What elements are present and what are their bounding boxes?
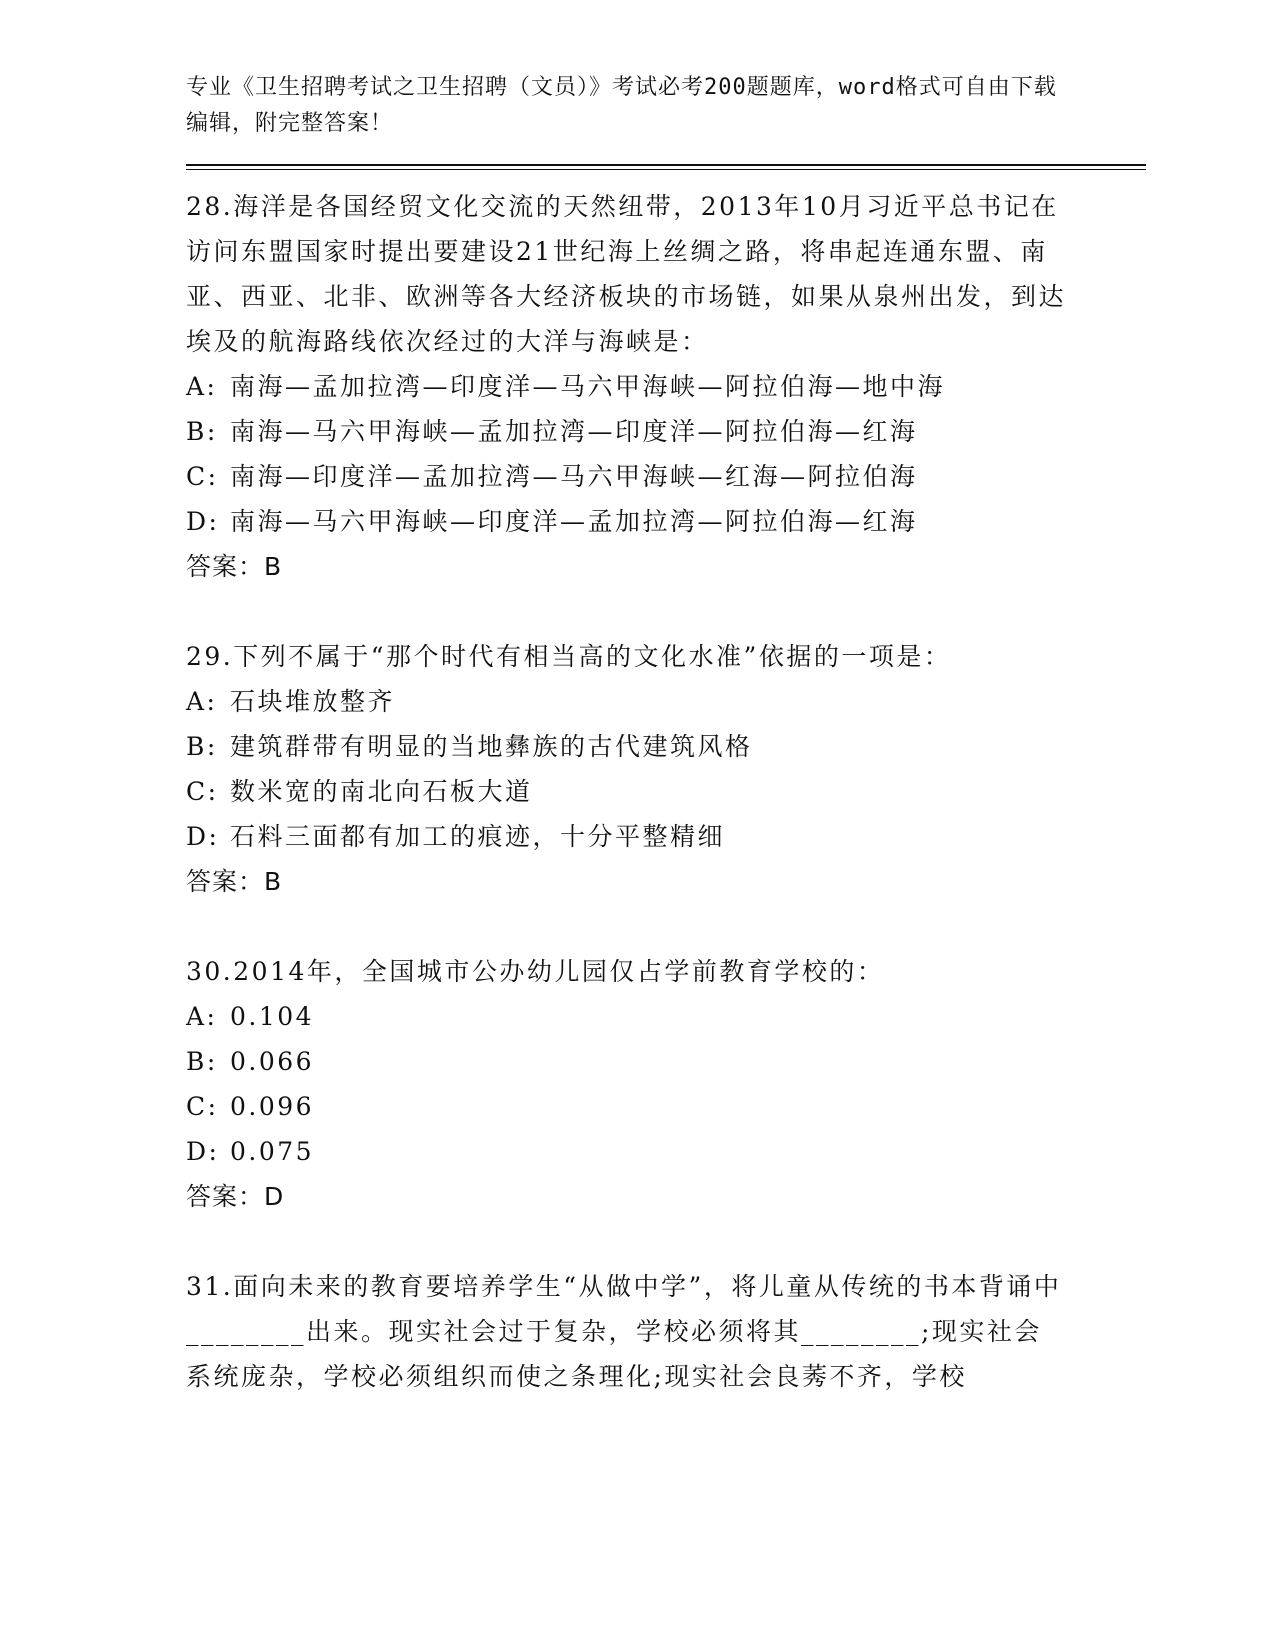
question-stem: 29.下列不属于“那个时代有相当高的文化水准”依据的一项是： xyxy=(186,642,952,671)
option-b xyxy=(186,1039,1066,1084)
option-text: 0.066 xyxy=(230,1047,315,1076)
answer-line: 答案：D xyxy=(186,1182,285,1211)
option-letter: B: xyxy=(186,417,218,446)
spacer xyxy=(186,904,1146,949)
option-letter: C: xyxy=(186,1092,219,1121)
option-letter: A: xyxy=(186,1002,218,1031)
option-letter: D: xyxy=(186,507,220,536)
option-letter: A: xyxy=(186,372,218,401)
option-text: 南海—马六甲海峡—孟加拉湾—印度洋—阿拉伯海—红海 xyxy=(230,417,918,446)
option-text: 石料三面都有加工的痕迹，十分平整精细 xyxy=(230,822,726,851)
option-text: 石块堆放整齐 xyxy=(230,687,396,716)
option-text: 0.075 xyxy=(230,1137,315,1166)
option-d xyxy=(186,499,1066,544)
option-d xyxy=(186,814,1066,859)
option-c xyxy=(186,769,1066,814)
option-text: 0.104 xyxy=(230,1002,315,1031)
spacer xyxy=(186,589,1146,634)
answer-line: 答案：B xyxy=(186,552,283,581)
option-letter: C: xyxy=(186,777,219,806)
option-letter: C: xyxy=(186,462,219,491)
spacer xyxy=(186,1219,1146,1264)
option-letter: D: xyxy=(186,1137,220,1166)
question-31 xyxy=(186,1264,1066,1399)
question-28 xyxy=(186,184,1066,589)
question-stem: 30.2014年，全国城市公办幼儿园仅占学前教育学校的： xyxy=(186,957,885,986)
question-29 xyxy=(186,634,1066,904)
option-b xyxy=(186,724,1066,769)
option-letter: D: xyxy=(186,822,220,851)
option-text: 南海—印度洋—孟加拉湾—马六甲海峡—红海—阿拉伯海 xyxy=(230,462,918,491)
header-divider xyxy=(186,164,1146,170)
question-stem: 31.面向未来的教育要培养学生“从做中学”，将儿童从传统的书本背诵中________出来。现实社会过于复杂，学校必须将其________;现实社会系统庞杂，学校必须组织而使之条理化;现实社会良莠不齐，学校 xyxy=(186,1272,1062,1391)
option-letter: A: xyxy=(186,687,218,716)
option-a xyxy=(186,679,1066,724)
option-letter: B: xyxy=(186,732,218,761)
option-text: 数米宽的南北向石板大道 xyxy=(230,777,533,806)
question-30 xyxy=(186,949,1066,1219)
option-text: 南海—马六甲海峡—印度洋—孟加拉湾—阿拉伯海—红海 xyxy=(230,507,918,536)
option-text: 建筑群带有明显的当地彝族的古代建筑风格 xyxy=(230,732,753,761)
question-stem: 28.海洋是各国经贸文化交流的天然纽带，2013年10月习近平总书记在访问东盟国家时提出要建设21世纪海上丝绸之路，将串起连通东盟、南亚、西亚、北非、欧洲等各大经济板块的市场链，如果从泉州出发，到达埃及的航海路线依次经过的大洋与海峡是： xyxy=(186,192,1067,356)
option-c xyxy=(186,1084,1066,1129)
option-d xyxy=(186,1129,1066,1174)
option-b xyxy=(186,409,1066,454)
option-letter: B: xyxy=(186,1047,218,1076)
option-c xyxy=(186,454,1066,499)
option-a xyxy=(186,994,1066,1039)
document-header: 专业《卫生招聘考试之卫生招聘（文员）》考试必考200题题库，word格式可自由下载编辑，附完整答案！ xyxy=(186,75,1057,136)
document-page xyxy=(186,70,1146,1399)
option-text: 南海—孟加拉湾—印度洋—马六甲海峡—阿拉伯海—地中海 xyxy=(230,372,946,401)
answer-line: 答案：B xyxy=(186,867,283,896)
option-a xyxy=(186,364,1066,409)
option-text: 0.096 xyxy=(230,1092,315,1121)
